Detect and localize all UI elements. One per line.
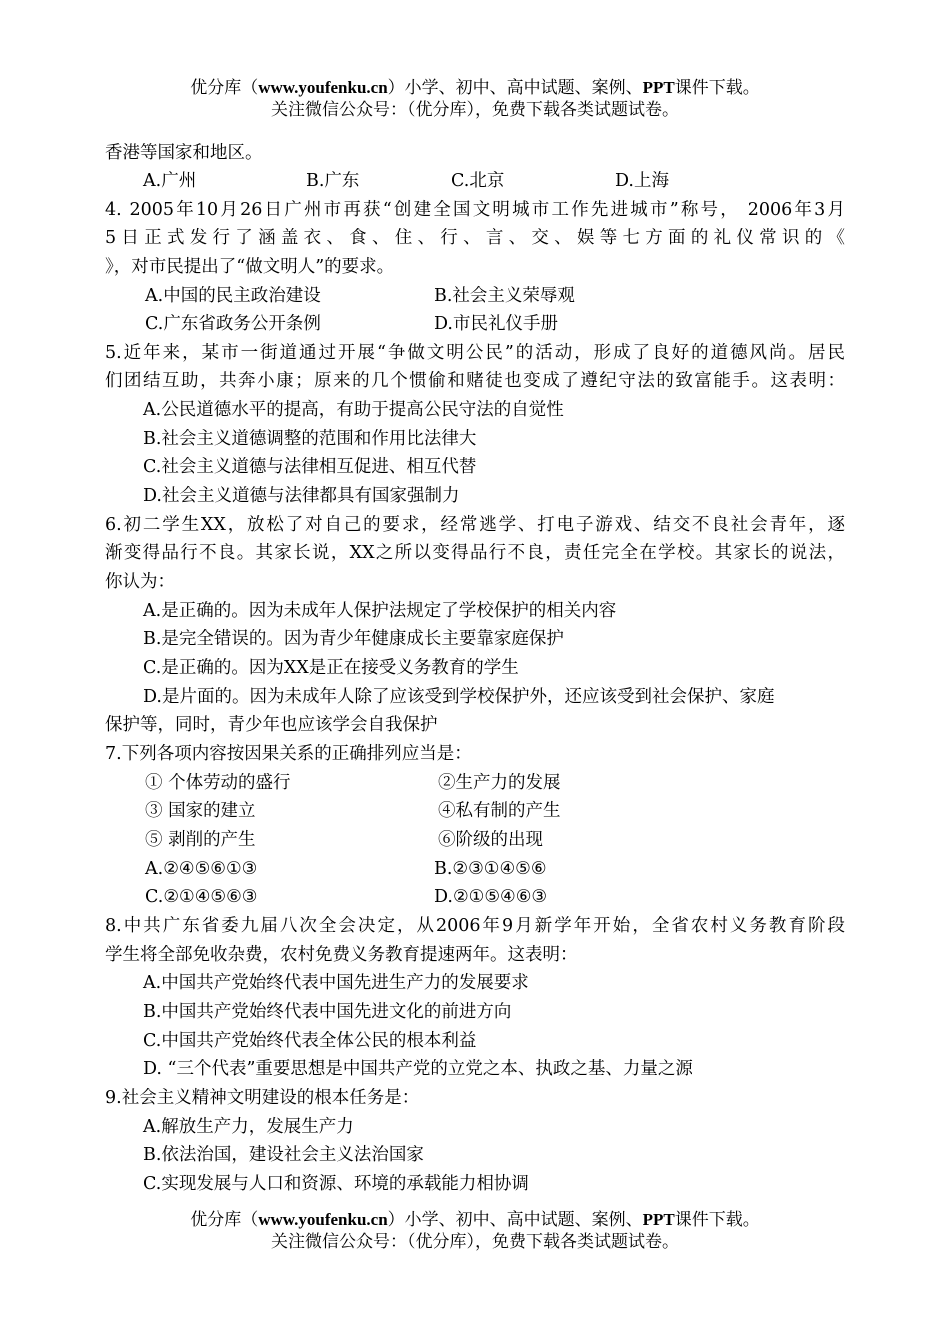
header-line-2: 关注微信公众号：（优分库），免费下载各类试题试卷。 [271,100,679,120]
q8-option-d: D. “三个代表”重要思想是中国共产党的立党之本、执政之基、力量之源 [143,1059,693,1079]
q7-item-5: ⑤ 剥削的产生 [145,830,256,850]
q4-option-c: C.广东省政务公开条例 [145,314,321,334]
q6-option-d: D.是片面的。因为未成年人除了应该受到学校保护外，还应该受到社会保护、家庭 [143,687,775,707]
q7-item-1: ① 个体劳动的盛行 [145,773,291,793]
q6-option-a: A.是正确的。因为未成年人保护法规定了学校保护的相关内容 [143,601,617,621]
q9-option-b: B.依法治国，建设社会主义法治国家 [143,1145,424,1165]
q9-stem: 9.社会主义精神文明建设的根本任务是： [105,1088,420,1108]
q8-option-c: C.中国共产党始终代表全体公民的根本利益 [143,1031,477,1051]
header-site-link[interactable]: www.youfenku.cn [258,78,388,97]
q4-option-a: A.中国的民主政治建设 [145,286,321,306]
footer-site-link[interactable]: www.youfenku.cn [258,1210,388,1229]
q3-option-b: B.广东 [306,171,360,191]
footer-line-2: 关注微信公众号：（优分库），免费下载各类试题试卷。 [271,1232,679,1252]
q5-stem-line-2: 们团结互助，共奔小康；原来的几个惯偷和赌徒也变成了遵纪守法的致富能手。这表明： [105,371,845,391]
q6-stem-line-2: 渐变得品行不良。其家长说，XX之所以变得品行不良，责任完全在学校。其家长的说法， [105,543,845,563]
header-line-1: 优分库（www.youfenku.cn）小学、初中、高中试题、案例、PPT课件下载。 [190,78,760,98]
q3-option-d: D.上海 [615,171,669,191]
q4-option-d: D.市民礼仪手册 [434,314,558,334]
q5-option-a: A.公民道德水平的提高，有助于提高公民守法的自觉性 [143,400,564,420]
q4-stem-line-3: 》，对市民提出了“做文明人”的要求。 [105,257,395,277]
q7-item-2: ②生产力的发展 [438,773,561,793]
q6-stem-line-1: 6.初二学生XX，放松了对自己的要求，经常逃学、打电子游戏、结交不良社会青年，逐 [105,515,845,535]
q7-option-d: D.②①⑤④⑥③ [434,887,548,907]
q9-option-a: A.解放生产力，发展生产力 [143,1117,354,1137]
q8-option-a: A.中国共产党始终代表中国先进生产力的发展要求 [143,973,529,993]
q7-item-4: ④私有制的产生 [438,801,561,821]
q8-stem-line-1: 8.中共广东省委九届八次全会决定，从2006年9月新学年开始，全省农村义务教育阶段 [105,916,845,936]
q7-item-6: ⑥阶级的出现 [438,830,543,850]
q7-option-c: C.②①④⑤⑥③ [145,887,258,907]
q9-option-c: C.实现发展与人口和资源、环境的承载能力相协调 [143,1174,529,1194]
q4-stem-line-1: 4. 2005年10月26日广州市再获“创建全国文明城市工作先进城市”称号， 2006年3月 [105,200,845,220]
q6-option-c: C.是正确的。因为XX是正在接受义务教育的学生 [143,658,519,678]
q4-option-b: B.社会主义荣辱观 [434,286,575,306]
q5-option-d: D.社会主义道德与法律都具有国家强制力 [143,486,460,506]
q6-option-d-continuation: 保护等，同时，青少年也应该学会自我保护 [105,715,438,735]
q7-option-a: A.②④⑤⑥①③ [145,859,258,879]
page-footer [0,1209,950,1253]
q3-continuation: 香港等国家和地区。 [105,143,263,163]
footer-line-1: 优分库（www.youfenku.cn）小学、初中、高中试题、案例、PPT课件下载。 [190,1210,760,1230]
q8-option-b: B.中国共产党始终代表中国先进文化的前进方向 [143,1002,512,1022]
q3-option-a: A.广州 [143,171,197,191]
q7-stem: 7.下列各项内容按因果关系的正确排列应当是： [105,744,472,764]
q7-item-3: ③ 国家的建立 [145,801,256,821]
q7-option-b: B.②③①④⑤⑥ [434,859,547,879]
q3-option-c: C.北京 [451,171,505,191]
q8-stem-line-2: 学生将全部免收杂费，农村免费义务教育提速两年。这表明： [105,945,578,965]
q6-option-b: B.是完全错误的。因为青少年健康成长主要靠家庭保护 [143,629,564,649]
q6-stem-line-3: 你认为： [105,572,175,592]
q5-option-c: C.社会主义道德与法律相互促进、相互代替 [143,457,477,477]
q4-stem-line-2: 5日正式发行了涵盖衣、食、住、行、言、交、娱等七方面的礼仪常识的《 [105,228,845,248]
page-header [0,77,950,121]
q5-stem-line-1: 5.近年来，某市一街道通过开展“争做文明公民”的活动，形成了良好的道德风尚。居民 [105,343,845,363]
q5-option-b: B.社会主义道德调整的范围和作用比法律大 [143,429,477,449]
